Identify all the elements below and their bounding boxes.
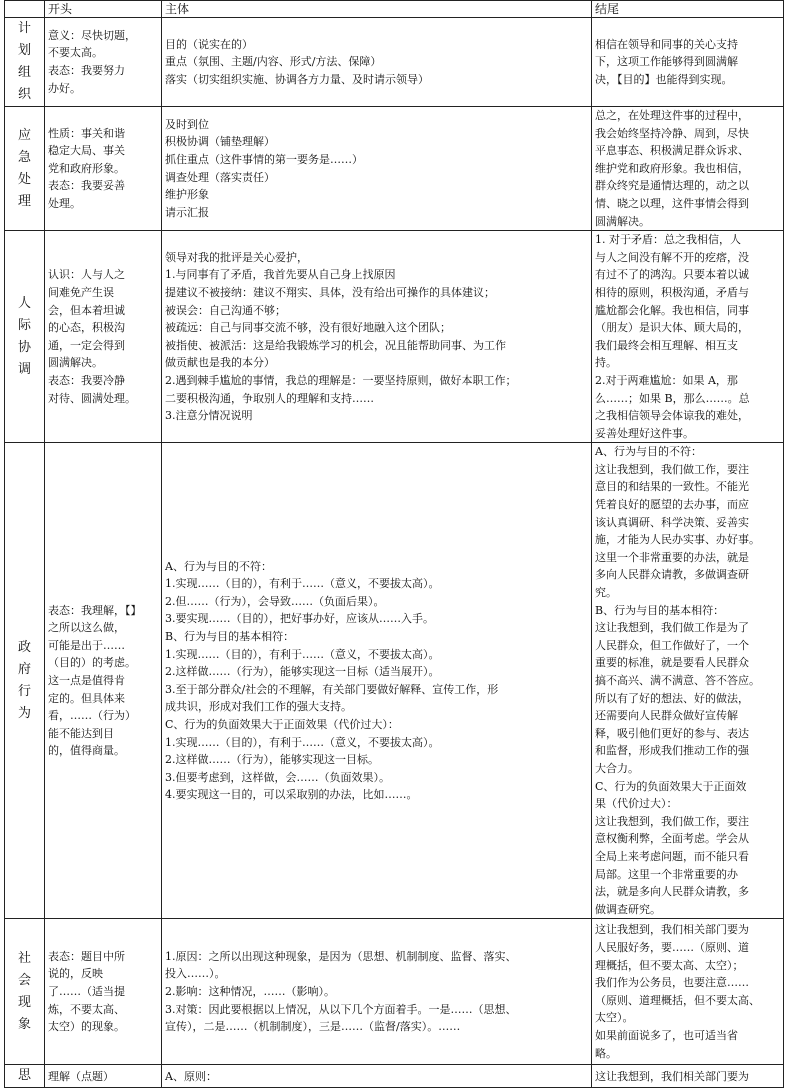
cell-line: 做调查研究。 bbox=[595, 902, 661, 916]
cell-line: 总之，在处理这件事的过程中， bbox=[595, 109, 749, 122]
cell-line: 我们最终会相互理解、相互支 bbox=[595, 338, 738, 352]
cell-line: 这让我想到，我们相关部门要为 bbox=[595, 1069, 749, 1083]
table-row bbox=[5, 107, 784, 231]
cell-line: 2.这样做……（行为），能够实现这一目标（适当展开）。 bbox=[165, 665, 440, 679]
cell-line: 和监督，形成我们推动工作的强 bbox=[595, 744, 749, 758]
table-row bbox=[5, 919, 784, 1065]
cell-line: 急 bbox=[17, 149, 31, 165]
cell-line: 表态：我理解，【】 bbox=[48, 603, 142, 617]
cell-line: （朋友）是识大体、顾大局的， bbox=[595, 321, 749, 335]
cell-line: 与人之间没有解不开的疙瘩，没 bbox=[595, 250, 749, 264]
cell-line: 平息事态、积极满足群众诉求、 bbox=[595, 144, 749, 158]
cell-line: 党和政府形象。 bbox=[48, 161, 125, 175]
cell-line: 究。 bbox=[595, 586, 617, 600]
cell-line: 不要太高。 bbox=[48, 46, 103, 60]
cell-line: 领导对我的批评是关心爱护， bbox=[165, 250, 308, 264]
cell-line: 1.原因：之所以出现这种现象，是因为（思想、机制制度、监督、落实、 bbox=[165, 949, 517, 963]
cell-line: 凭着良好的愿望的去办事，而应 bbox=[595, 498, 749, 512]
cell-line: 2.遇到棘手尴尬的事情，我总的理解是：一要坚持原则，做好本职工作； bbox=[165, 373, 517, 387]
cell-line: 宣传），二是……（机制制度），三是……（监督/落实）。…… bbox=[165, 1020, 461, 1034]
cell-line: 3.注意分情况说明 bbox=[165, 409, 253, 423]
opening-cell bbox=[45, 1065, 162, 1088]
cell-line: 通，一定会得到 bbox=[48, 338, 125, 352]
cell-line: 下，这项工作能够得到圆满解 bbox=[595, 55, 738, 69]
cell-line: 还需要向人民群众做好宣传解 bbox=[595, 709, 738, 723]
header-body: 主体 bbox=[162, 1, 592, 18]
cell-line: 这里一个非常重要的办法，就是 bbox=[595, 550, 749, 564]
ending-cell bbox=[592, 443, 784, 919]
cell-line: 理概括，但不要太高、太空）； bbox=[595, 958, 744, 972]
category-cell bbox=[5, 107, 45, 231]
cell-line: 说的，反映 bbox=[48, 967, 103, 981]
cell-line: 人民服好务，要……（原则、道 bbox=[595, 941, 749, 955]
opening-cell bbox=[45, 107, 162, 231]
cell-line: 认识：人与人之 bbox=[48, 268, 125, 282]
cell-line: 尴尬都会化解。我也相信，同事 bbox=[595, 303, 749, 317]
cell-line: 及时到位 bbox=[165, 117, 209, 131]
cell-line: 投入……）。 bbox=[165, 967, 226, 981]
cell-line: 之所以这么做， bbox=[48, 621, 125, 635]
body-cell bbox=[162, 231, 592, 443]
cell-line: 重要的标准，就是要看人民群众 bbox=[595, 656, 749, 670]
cell-line: 决，【目的】也能得到实现。 bbox=[595, 72, 733, 86]
header-opening: 开头 bbox=[45, 1, 162, 18]
cell-line: 划 bbox=[17, 43, 31, 58]
cell-line: 之我相信领导会体谅我的难处， bbox=[595, 409, 749, 423]
cell-line: 所以有了好的想法、好的做法， bbox=[595, 691, 749, 705]
header-blank bbox=[5, 1, 45, 18]
body-cell bbox=[162, 1065, 592, 1088]
cell-line: 计 bbox=[17, 21, 31, 36]
cell-line: 被误会：自己沟通不够； bbox=[165, 303, 286, 317]
cell-line: A、行为与目的不符： bbox=[595, 445, 702, 459]
cell-line: 性质：事关和谐 bbox=[48, 126, 125, 140]
category-cell bbox=[5, 1065, 45, 1088]
cell-line: B、行为与目的基本相符： bbox=[595, 603, 725, 617]
cell-line: 维护形象 bbox=[165, 188, 209, 202]
opening-cell bbox=[45, 443, 162, 919]
cell-line: 略。 bbox=[595, 1046, 617, 1060]
category-cell bbox=[5, 919, 45, 1065]
ending-cell bbox=[592, 231, 784, 443]
cell-line: 理解（点题） bbox=[48, 1069, 114, 1083]
cell-line: 太空）的现象。 bbox=[48, 1020, 125, 1034]
cell-line: 人民群众，但工作做好了，一个 bbox=[595, 638, 749, 652]
cell-line: 持。 bbox=[595, 356, 617, 370]
cell-line: 群众终究是通情达理的，动之以 bbox=[595, 179, 749, 193]
opening-cell bbox=[45, 231, 162, 443]
cell-line: A、原则： bbox=[165, 1069, 217, 1083]
cell-line: 么……；如果 B，那么……。总 bbox=[595, 391, 750, 405]
cell-line: 圆满解决。 bbox=[48, 356, 103, 370]
cell-line: 办好。 bbox=[48, 81, 81, 95]
cell-line: 政 bbox=[17, 639, 31, 655]
cell-line: 看，……（行为） bbox=[48, 709, 136, 723]
cell-line: 稳定大局、事关 bbox=[48, 144, 125, 158]
ending-cell bbox=[592, 107, 784, 231]
cell-line: 落实（切实组织实施、协调各方力量、及时请示领导） bbox=[165, 72, 429, 86]
cell-line: 这让我想到，我们做工作是为了 bbox=[595, 621, 749, 635]
cell-line: 妥善处理好这件事。 bbox=[595, 426, 694, 440]
cell-line: 果（代价过大）： bbox=[595, 797, 678, 811]
ending-cell bbox=[592, 18, 784, 107]
cell-line: 社 bbox=[17, 950, 31, 966]
cell-line: 局部。这里一个非常重要的办 bbox=[595, 867, 738, 881]
cell-line: 可能是出于…… bbox=[48, 638, 125, 652]
body-cell bbox=[162, 18, 592, 107]
cell-line: 处理。 bbox=[48, 196, 81, 210]
cell-line: 间难免产生误 bbox=[48, 285, 114, 299]
cell-line: 2.影响：这种情况，……（影响）。 bbox=[165, 985, 335, 999]
cell-line: 定的。但具体来 bbox=[48, 691, 125, 705]
cell-line: 积极协调（铺垫理解） bbox=[165, 135, 275, 149]
cell-line: 被指使、被派活：这是给我锻炼学习的机会，况且能帮助同事、为工作 bbox=[165, 338, 506, 352]
cell-line: 府 bbox=[17, 661, 31, 677]
cell-line: 情、晓之以理，这件事情会得到 bbox=[595, 196, 749, 210]
cell-line: 处 bbox=[17, 171, 31, 187]
cell-line: 炼，不要太高、 bbox=[48, 1002, 125, 1016]
cell-line: 这让我想到，我们做工作，要注 bbox=[595, 462, 749, 476]
body-cell bbox=[162, 919, 592, 1065]
cell-line: 理 bbox=[17, 193, 31, 209]
cell-line: 现 bbox=[17, 994, 31, 1010]
cell-line: 会 bbox=[17, 972, 31, 988]
cell-line: 1.实现……（目的），有利于……（意义，不要拔太高）。 bbox=[165, 647, 440, 661]
cell-line: 1.与同事有了矛盾，我首先要从自己身上找原因 bbox=[165, 268, 396, 282]
cell-line: 相待的原则，积极沟通，矛盾与 bbox=[595, 285, 749, 299]
cell-line: 这一点是值得肯 bbox=[48, 674, 125, 687]
cell-line: 象 bbox=[17, 1016, 31, 1032]
cell-line: 全局上来考虑问题，而不能只看 bbox=[595, 849, 749, 863]
cell-line: 的心态，积极沟 bbox=[48, 321, 125, 335]
cell-line: 织 bbox=[17, 87, 31, 102]
ending-cell bbox=[592, 1065, 784, 1088]
header-row bbox=[5, 1, 784, 18]
table-row bbox=[5, 1065, 784, 1088]
cell-line: 表态：我要冷静 bbox=[48, 373, 125, 387]
cell-line: A、行为与目的不符： bbox=[165, 559, 272, 573]
cell-line: 表态：我要努力 bbox=[48, 64, 125, 77]
body-cell bbox=[162, 107, 592, 231]
cell-line: 对待、圆满处理。 bbox=[48, 391, 136, 405]
cell-line: 调查处理（落实责任） bbox=[165, 170, 275, 184]
cell-line: 1.实现……（目的），有利于……（意义，不要拔太高）。 bbox=[165, 577, 440, 591]
cell-line: 2.对于两难尴尬：如果 A，那 bbox=[595, 373, 738, 387]
cell-line: C、行为的负面效果大于正面效果（代价过大）： bbox=[165, 717, 399, 731]
header-ending: 结尾 bbox=[592, 1, 784, 18]
cell-line: 3.对策：因此要根据以上情况，从以下几个方面着手。一是……（思想、 bbox=[165, 1002, 517, 1016]
cell-line: 行 bbox=[17, 683, 31, 699]
cell-line: 1.实现……（目的），有利于……（意义，不要拔太高）。 bbox=[165, 735, 440, 749]
cell-line: 提建议不被接纳：建议不翔实、具体，没有给出可操作的具体建议； bbox=[165, 285, 495, 299]
cell-line: 大合力。 bbox=[595, 761, 639, 775]
cell-line: 二要积极沟通，争取别人的理解和支持…… bbox=[165, 391, 374, 405]
answer-framework-table bbox=[4, 0, 784, 1088]
cell-line: 成共识，形成对我们工作的强大支持。 bbox=[165, 700, 352, 714]
cell-line: 表态：题目中所 bbox=[48, 949, 125, 963]
cell-line: 我们作为公务员，也要注意…… bbox=[595, 976, 749, 990]
cell-line: 1. 对于矛盾：总之我相信，人 bbox=[595, 233, 741, 247]
cell-line: 重点（氛围、主题/内容、形式/方法、保障） bbox=[165, 55, 382, 69]
cell-line: 为 bbox=[17, 705, 31, 721]
cell-line: 法，就是多向人民群众请教，多 bbox=[595, 885, 749, 899]
cell-line: 4.要实现这一目的，可以采取别的办法，比如……。 bbox=[165, 788, 418, 802]
table-row bbox=[5, 443, 784, 919]
cell-line: 思 bbox=[17, 1068, 31, 1084]
cell-line: 人 bbox=[17, 295, 31, 311]
cell-line: 我会始终坚持冷静、周到，尽快 bbox=[595, 126, 749, 140]
category-cell bbox=[5, 231, 45, 443]
cell-line: 表态：我要妥善 bbox=[48, 179, 125, 193]
cell-line: 3.至于部分群众/社会的不理解，有关部门要做好解释、宣传工作，形 bbox=[165, 682, 499, 696]
cell-line: 3.但要考虑到，这样做，会……（负面效果）。 bbox=[165, 770, 390, 784]
cell-line: 被疏远：自己与同事交流不够，没有很好地融入这个团队； bbox=[165, 321, 451, 335]
cell-line: 会，但本着坦诚 bbox=[48, 303, 125, 317]
ending-cell bbox=[592, 919, 784, 1065]
body-cell bbox=[162, 443, 592, 919]
cell-line: B、行为与目的基本相符： bbox=[165, 630, 295, 644]
cell-line: 组 bbox=[17, 65, 31, 80]
cell-line: 有过不了的鸿沟。只要本着以诚 bbox=[595, 268, 749, 282]
cell-line: 太空）。 bbox=[595, 1011, 634, 1025]
cell-line: （原则、道理概括，但不要太高、 bbox=[595, 993, 760, 1007]
cell-line: 该认真调研、科学决策、妥善实 bbox=[595, 515, 749, 529]
cell-line: 这让我想到，我们相关部门要为 bbox=[595, 923, 749, 937]
cell-line: 请示汇报 bbox=[165, 205, 209, 219]
cell-line: 能不能达到目 bbox=[48, 726, 114, 740]
cell-line: 际 bbox=[17, 317, 31, 333]
cell-line: 释，吸引他们更好的参与、表达 bbox=[595, 726, 749, 740]
cell-line: 如果前面说多了，也可适当省 bbox=[595, 1029, 738, 1042]
cell-line: 意义：尽快切题， bbox=[48, 28, 136, 42]
opening-cell bbox=[45, 18, 162, 107]
cell-line: 相信在领导和同事的关心支持 bbox=[595, 37, 738, 51]
cell-line: 意目的和结果的一致性。不能光 bbox=[595, 480, 749, 494]
cell-line: 做贡献也是我的本分） bbox=[165, 356, 275, 370]
cell-line: 意权衡利弊，全面考虑。学会从 bbox=[595, 832, 749, 846]
cell-line: 2.这样做……（行为），能够实现这一目标。 bbox=[165, 753, 379, 767]
cell-line: 了……（适当提 bbox=[48, 985, 125, 999]
cell-line: 这让我想到，我们做工作，要注 bbox=[595, 814, 749, 828]
cell-line: 维护党和政府形象。我也相信， bbox=[595, 161, 749, 175]
cell-line: 多向人民群众请教，多做调查研 bbox=[595, 568, 749, 582]
cell-line: 目的（说实在的） bbox=[165, 37, 253, 51]
table-row bbox=[5, 18, 784, 107]
cell-line: 应 bbox=[17, 127, 31, 143]
cell-line: 3.要实现……（目的），把好事办好，应该从……入手。 bbox=[165, 612, 434, 626]
cell-line: 抓住重点（这件事情的第一要务是……） bbox=[165, 152, 363, 166]
cell-line: 协 bbox=[17, 339, 31, 355]
cell-line: 施，才能为人民办实事、办好事。 bbox=[595, 533, 760, 547]
cell-line: 的，值得商量。 bbox=[48, 744, 125, 758]
category-cell bbox=[5, 18, 45, 107]
cell-line: 圆满解决。 bbox=[595, 214, 650, 228]
cell-line: 调 bbox=[17, 361, 31, 377]
cell-line: 搞不高兴、满不满意、答不答应。 bbox=[595, 674, 760, 687]
opening-cell bbox=[45, 919, 162, 1065]
cell-line: C、行为的负面效果大于正面效 bbox=[595, 779, 747, 793]
cell-line: （目的）的考虑。 bbox=[48, 656, 136, 670]
table-row bbox=[5, 231, 784, 443]
cell-line: 2.但……（行为），会导致……（负面后果）。 bbox=[165, 594, 385, 608]
category-cell bbox=[5, 443, 45, 919]
